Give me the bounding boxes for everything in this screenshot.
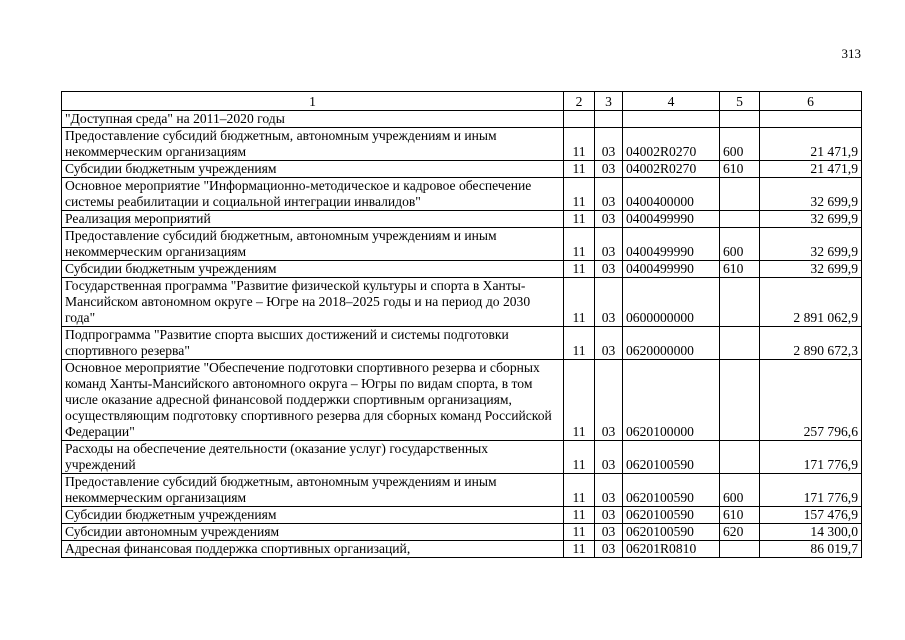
row-name: Расходы на обеспечение деятельности (оказание услуг) государственных учреждений xyxy=(62,441,564,474)
row-subsection: 03 xyxy=(595,524,623,541)
column-header-4: 4 xyxy=(623,92,720,111)
row-subsection: 03 xyxy=(595,278,623,327)
row-amount: 32 699,9 xyxy=(760,178,862,211)
table-row xyxy=(62,360,862,441)
row-target-code: 0400499990 xyxy=(623,261,720,278)
row-target-code: 0400499990 xyxy=(623,211,720,228)
row-section: 11 xyxy=(564,474,595,507)
row-expense-type xyxy=(720,441,760,474)
table-row xyxy=(62,128,862,161)
row-section: 11 xyxy=(564,261,595,278)
row-subsection: 03 xyxy=(595,128,623,161)
row-section: 11 xyxy=(564,228,595,261)
table-row xyxy=(62,541,862,558)
table-row xyxy=(62,178,862,211)
row-name: Основное мероприятие "Обеспечение подготовки спортивного резерва и сборных команд Ханты-Мансийского автономного округа – Югры по видам спорта, в том числе оказание адресной финансовой поддержки спортивным организациям, осуществляющим подготовку спортивного резерва для сборных команд Российской Федерации" xyxy=(62,360,564,441)
row-section: 11 xyxy=(564,128,595,161)
table-row xyxy=(62,524,862,541)
column-header-3: 3 xyxy=(595,92,623,111)
table-header-row xyxy=(62,92,862,111)
page-number: 313 xyxy=(841,46,861,61)
row-target-code: 0620000000 xyxy=(623,327,720,360)
row-subsection: 03 xyxy=(595,327,623,360)
table-row xyxy=(62,228,862,261)
row-target-code: 0400499990 xyxy=(623,228,720,261)
row-expense-type xyxy=(720,278,760,327)
row-name: Предоставление субсидий бюджетным, автономным учреждениям и иным некоммерческим организациям xyxy=(62,228,564,261)
row-target-code: 04002R0270 xyxy=(623,161,720,178)
row-expense-type xyxy=(720,541,760,558)
row-amount: 171 776,9 xyxy=(760,441,862,474)
row-target-code: 0620100590 xyxy=(623,507,720,524)
row-target-code: 0620100590 xyxy=(623,524,720,541)
row-name: "Доступная среда" на 2011–2020 годы xyxy=(62,111,564,128)
row-expense-type xyxy=(720,327,760,360)
column-header-5: 5 xyxy=(720,92,760,111)
row-expense-type: 610 xyxy=(720,261,760,278)
row-target-code xyxy=(623,111,720,128)
table-row xyxy=(62,441,862,474)
column-header-1: 1 xyxy=(62,92,564,111)
row-amount: 32 699,9 xyxy=(760,228,862,261)
table-row xyxy=(62,327,862,360)
row-subsection: 03 xyxy=(595,161,623,178)
row-expense-type xyxy=(720,211,760,228)
row-amount: 2 890 672,3 xyxy=(760,327,862,360)
row-section: 11 xyxy=(564,278,595,327)
row-name: Государственная программа "Развитие физической культуры и спорта в Ханты-Мансийском автономном округе – Югре на 2018–2025 годы и на период до 2030 года" xyxy=(62,278,564,327)
table-row xyxy=(62,211,862,228)
row-amount xyxy=(760,111,862,128)
row-section: 11 xyxy=(564,161,595,178)
row-name: Основное мероприятие "Информационно-методическое и кадровое обеспечение системы реабилитации и социальной интеграции инвалидов" xyxy=(62,178,564,211)
row-amount: 21 471,9 xyxy=(760,161,862,178)
row-subsection: 03 xyxy=(595,507,623,524)
row-subsection: 03 xyxy=(595,228,623,261)
table-row xyxy=(62,261,862,278)
row-name: Субсидии бюджетным учреждениям xyxy=(62,507,564,524)
row-name: Реализация мероприятий xyxy=(62,211,564,228)
row-subsection: 03 xyxy=(595,211,623,228)
row-name: Субсидии автономным учреждениям xyxy=(62,524,564,541)
budget-table xyxy=(61,91,862,558)
row-subsection: 03 xyxy=(595,261,623,278)
row-target-code: 0620100000 xyxy=(623,360,720,441)
row-target-code: 06201R0810 xyxy=(623,541,720,558)
column-header-2: 2 xyxy=(564,92,595,111)
column-header-6: 6 xyxy=(760,92,862,111)
row-section: 11 xyxy=(564,327,595,360)
row-target-code: 0620100590 xyxy=(623,474,720,507)
row-name: Адресная финансовая поддержка спортивных организаций, xyxy=(62,541,564,558)
row-name: Субсидии бюджетным учреждениям xyxy=(62,161,564,178)
row-expense-type: 620 xyxy=(720,524,760,541)
row-name: Предоставление субсидий бюджетным, автономным учреждениям и иным некоммерческим организациям xyxy=(62,474,564,507)
table-body xyxy=(62,111,862,558)
row-section: 11 xyxy=(564,507,595,524)
row-target-code: 04002R0270 xyxy=(623,128,720,161)
row-expense-type xyxy=(720,360,760,441)
table-row xyxy=(62,161,862,178)
row-target-code: 0620100590 xyxy=(623,441,720,474)
row-amount: 21 471,9 xyxy=(760,128,862,161)
row-name: Субсидии бюджетным учреждениям xyxy=(62,261,564,278)
row-target-code: 0600000000 xyxy=(623,278,720,327)
row-expense-type: 600 xyxy=(720,128,760,161)
row-subsection xyxy=(595,111,623,128)
row-subsection: 03 xyxy=(595,541,623,558)
row-amount: 32 699,9 xyxy=(760,211,862,228)
row-name: Подпрограмма "Развитие спорта высших достижений и системы подготовки спортивного резерва" xyxy=(62,327,564,360)
row-amount: 86 019,7 xyxy=(760,541,862,558)
row-section: 11 xyxy=(564,360,595,441)
row-subsection: 03 xyxy=(595,474,623,507)
row-section: 11 xyxy=(564,524,595,541)
row-subsection: 03 xyxy=(595,360,623,441)
row-expense-type: 610 xyxy=(720,161,760,178)
row-amount: 157 476,9 xyxy=(760,507,862,524)
row-amount: 257 796,6 xyxy=(760,360,862,441)
row-expense-type: 600 xyxy=(720,474,760,507)
row-target-code: 0400400000 xyxy=(623,178,720,211)
row-name: Предоставление субсидий бюджетным, автономным учреждениям и иным некоммерческим организациям xyxy=(62,128,564,161)
row-expense-type xyxy=(720,178,760,211)
row-expense-type: 610 xyxy=(720,507,760,524)
row-amount: 32 699,9 xyxy=(760,261,862,278)
row-amount: 171 776,9 xyxy=(760,474,862,507)
row-amount: 14 300,0 xyxy=(760,524,862,541)
row-expense-type xyxy=(720,111,760,128)
row-section: 11 xyxy=(564,178,595,211)
table-row xyxy=(62,111,862,128)
table-row xyxy=(62,507,862,524)
table-row xyxy=(62,474,862,507)
row-subsection: 03 xyxy=(595,441,623,474)
row-subsection: 03 xyxy=(595,178,623,211)
row-expense-type: 600 xyxy=(720,228,760,261)
row-section: 11 xyxy=(564,441,595,474)
table-row xyxy=(62,278,862,327)
row-section xyxy=(564,111,595,128)
row-section: 11 xyxy=(564,541,595,558)
row-amount: 2 891 062,9 xyxy=(760,278,862,327)
row-section: 11 xyxy=(564,211,595,228)
